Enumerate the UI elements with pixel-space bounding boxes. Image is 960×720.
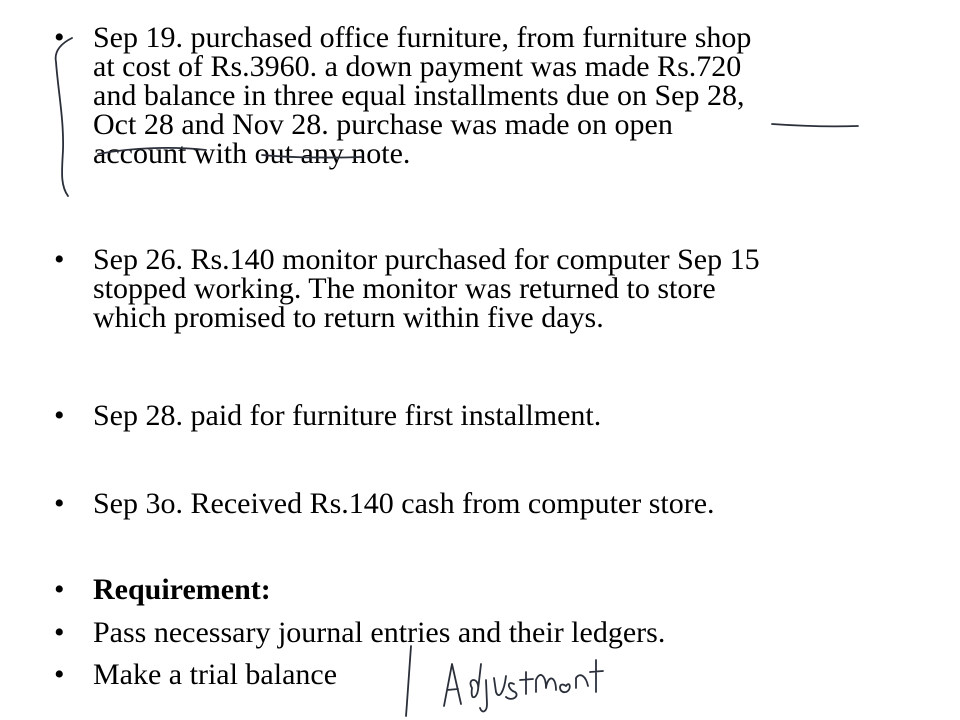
bullet-text-sep19: Sep 19. purchased office furniture, from furniture shop at cost of Rs.3960. a down payment was made Rs.720 and balance in three equal installments due on Sep 28, Oct 28 and Nov 28. purchase was made on open account with out any note. — [93, 21, 752, 170]
bullet-text-sep26: Sep 26. Rs.140 monitor purchased for computer Sep 15 stopped working. The monitor was returned to store which promised to return within five days. — [93, 243, 760, 334]
bullet-text-sep28: Sep 28. paid for furniture first installment. — [93, 399, 602, 432]
bullet-marker: • — [54, 243, 65, 276]
bullet-marker: • — [54, 21, 65, 54]
bullet-marker: • — [54, 399, 65, 432]
bullet-marker: • — [54, 616, 65, 649]
bullet-text-trial-balance: Make a trial balance — [93, 658, 338, 691]
bullet-marker: • — [54, 573, 65, 606]
left-bracket-stroke — [56, 38, 72, 196]
bullet-text-journal: Pass necessary journal entries and their ledgers. — [93, 616, 666, 649]
bullet-marker: • — [54, 487, 65, 520]
bullet-marker: • — [54, 658, 65, 691]
bullet-text-requirement: Requirement: — [93, 573, 271, 606]
bullet-text-sep30: Sep 3o. Received Rs.140 cash from computer store. — [93, 487, 715, 520]
